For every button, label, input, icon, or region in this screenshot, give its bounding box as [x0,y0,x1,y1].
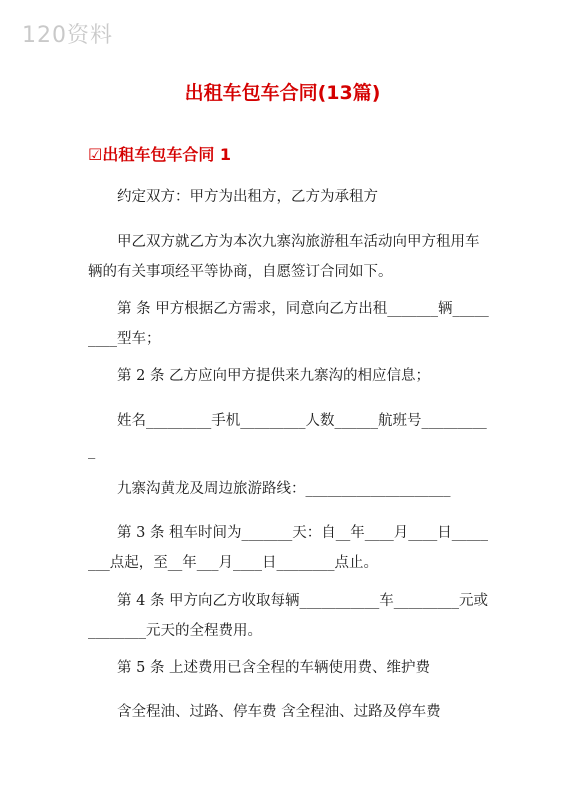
paragraph-info-fields [88,406,487,466]
paragraph-line: 约定双方：甲方为出租方，乙方为承租方 [117,189,378,205]
paragraph-preamble [88,227,478,287]
section-heading: ☑出租车包车合同 1 [88,145,232,164]
document-title: 出租车包车合同(13篇) [184,82,381,104]
paragraph-route [88,474,478,504]
watermark: 120资料 [22,23,113,48]
paragraph-line: 第 4 条 甲方向乙方收取每辆___________车_________元或 [117,593,489,609]
paragraph-line: 九寨沟黄龙及周边旅游路线：____________________ [117,481,451,497]
paragraph-article-5 [88,653,478,683]
paragraph-line: _ [88,443,96,459]
paragraph-article-2 [88,361,478,391]
paragraph-article-4 [88,586,489,646]
paragraph-line: 含全程油、过路、停车费 含全程油、过路及停车费 [117,704,441,720]
paragraph-line: 第 3 条 租车时间为_______天：自__年____月____日_____ [117,525,489,541]
paragraph-line: 辆的有关事项经平等协商，自愿签订合同如下。 [88,264,393,280]
paragraph-line: 甲乙双方就乙方为本次九寨沟旅游租车活动向甲方租用车 [117,234,480,250]
paragraph-line: 姓名_________手机_________人数______航班号_________ [117,413,487,429]
paragraph-article-1 [88,294,489,354]
paragraph-article-3 [88,518,489,578]
paragraph-line: ___点起，至__年___月____日________点止。 [88,555,378,571]
paragraph-parties [88,182,478,212]
paragraph-line: 第 条 甲方根据乙方需求，同意向乙方出租_______辆_____ [117,301,489,317]
paragraph-line: ____型车； [88,331,161,347]
paragraph-line: 第 2 条 乙方应向甲方提供来九寨沟的相应信息； [117,368,431,384]
paragraph-line: 第 5 条 上述费用已含全程的车辆使用费、维护费 [117,660,431,676]
paragraph-line: ________元天的全程费用。 [88,623,262,639]
paragraph-fees-included [88,697,478,727]
